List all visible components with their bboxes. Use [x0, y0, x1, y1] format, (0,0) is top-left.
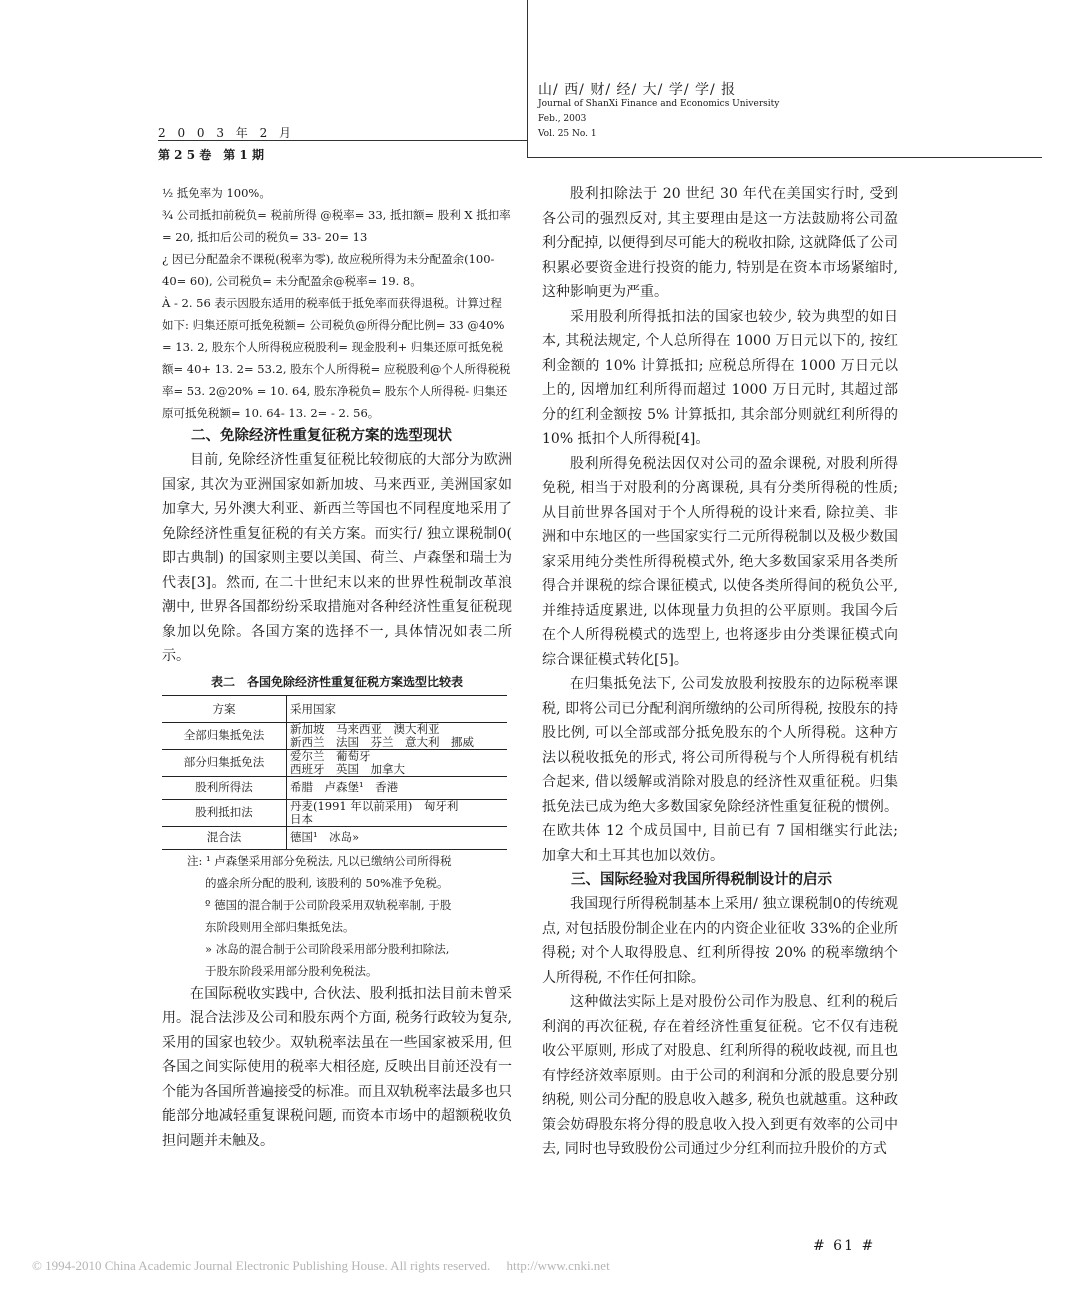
- footnote: ¿ 因已分配盈余不课税(税率为零), 故应税所得为未分配盈余(100- 40= 60), 公司税负= 未分配盈余@税率= 19. 8。: [162, 252, 495, 288]
- header-vertical-rule: [527, 0, 528, 157]
- table-header-row: [162, 695, 507, 722]
- table-cell-scheme: 股利所得法: [162, 776, 287, 799]
- countries-line: 日本: [290, 811, 313, 826]
- journal-title-cn: 山/ 西/ 财/ 经/ 大/ 学/ 学/ 报: [538, 82, 737, 98]
- table-cell-scheme: 全部归集抵免法: [162, 722, 287, 749]
- table-note: 的盛余所分配的股利, 该股利的 50%准予免税。: [205, 875, 449, 890]
- paragraph: 目前, 免除经济性重复征税比较彻底的大部分为欧洲国家, 其次为亚洲国家如新加坡、马来西亚, 美洲国家如加拿大, 另外澳大利亚、新西兰等国也不同程度地采用了免除经济性重复征税的有关方案。而实行/ 独立课税制0( 即古典制) 的国家则主要以美国、荷兰、卢森堡和瑞士为代表[3]。然而, 在二十世纪末以来的世界性税制改革浪潮中, 世界各国都纷纷采取措施对各种经济性重复征税现象加以免除。各国方案的选择不一, 具体情况如表二所示。: [162, 452, 512, 664]
- table-note: 注: ¹ 卢森堡采用部分免税法, 凡以已缴纳公司所得税: [187, 853, 452, 868]
- comparison-table: [162, 695, 507, 850]
- table-note: 东阶段则用全部归集抵免法。: [205, 919, 355, 934]
- issue-date: 2 0 0 3 年 2 月: [158, 126, 296, 140]
- issue-volume: 第 2 5 卷 第 1 期: [158, 148, 264, 162]
- table-cell-countries: [287, 799, 508, 826]
- journal-date: Feb., 2003: [538, 114, 587, 124]
- paragraph: 我国现行所得税制基本上采用/ 独立课税制0的传统观点, 对包括股份制企业在内的内资企业征收 33%的企业所得税; 对个人取得股息、红利所得按 20% 的税率缴纳个人所得税, 不作任何扣除。: [542, 896, 898, 986]
- footnote: À - 2. 56 表示因股东适用的税率低于抵免率而获得退税。计算过程如下: 归集还原可抵免税额= 公司税负@所得分配比例= 33 @40% = 13. 2, 股东个人所得税应税股利= 现金股利+ 归集还原可抵免税额= 40+ 13. 2= 53.2, 股东个人所得税= 应税股利@个人所得税税率= 53. 2@20% = 10. 64, 股东净税负= 股东个人所得税- 归集还原可抵免税额= 10. 64- 13. 2= - 2. 56。: [162, 296, 511, 420]
- table-cell-countries: [287, 826, 508, 849]
- journal-title-en: Journal of ShanXi Finance and Economics University: [538, 99, 780, 109]
- table-row: [162, 776, 507, 799]
- table-title: 表二 各国免除经济性重复征税方案选型比较表: [210, 674, 463, 689]
- table-cell-countries: [287, 776, 508, 799]
- table-header-cell: 采用国家: [287, 695, 508, 722]
- paragraph: 股利扣除法于 20 世纪 30 年代在美国实行时, 受到各公司的强烈反对, 其主要理由是这一方法鼓励将公司盈利分配掉, 以便得到尽可能大的税收扣除, 这就降低了公司积累必要资金进行投资的能力, 特别是在资本市场紧缩时, 这种影响更为严重。: [542, 186, 898, 300]
- countries-line: 德国¹ 冰岛»: [290, 830, 360, 844]
- table-cell-countries: [287, 722, 508, 749]
- left-column: [162, 182, 512, 1153]
- countries-line: 爱尔兰 葡萄牙: [290, 748, 371, 763]
- section-heading: 二、免除经济性重复征税方案的选型现状: [191, 427, 452, 444]
- table-cell-scheme: 部分归集抵免法: [162, 749, 287, 776]
- table-row: [162, 722, 507, 749]
- table-cell-scheme: 股利抵扣法: [162, 799, 287, 826]
- countries-line: 希腊 卢森堡¹ 香港: [290, 780, 399, 794]
- paragraph: 股利所得免税法因仅对公司的盈余课税, 对股利所得免税, 相当于对股利的分离课税, 具有分类所得税的性质; 从目前世界各国对于个人所得税的设计来看, 除拉美、非洲和中东地区的一些国家实行二元所得税制以及极少数国家采用纯分类性所得税模式外, 绝大多数国家采用各类所得合并课税的综合课征模式, 以使各类所得间的税负公平, 并维持适度累进, 以体现量力负担的公平原则。我国今后在个人所得税模式的选型上, 也将逐步由分类课征模式向综合课征模式转化[5]。: [542, 455, 898, 668]
- footnote: ½ 抵免率为 100%。: [162, 186, 271, 200]
- countries-line: 西班牙 英国 加拿大: [290, 761, 405, 776]
- table-cell-scheme: 混合法: [162, 826, 287, 849]
- table-cell-countries: [287, 749, 508, 776]
- table-row: [162, 799, 507, 826]
- page-number: # 61 #: [813, 1238, 876, 1254]
- table-row: [162, 826, 507, 849]
- paragraph: 采用股利所得抵扣法的国家也较少, 较为典型的如日本, 其税法规定, 个人总所得在 1000 万日元以下的, 按红利金额的 10% 计算抵扣; 应税总所得在 1000 万日元以上的, 因增加红利所得而超过 1000 万日元时, 其超过部分的红利金额按 5% 计算抵扣, 其余部分则就红利所得的 10% 抵扣个人所得税[4]。: [542, 308, 898, 447]
- table-note: » 冰岛的混合制于公司阶段采用部分股利扣除法,: [205, 941, 450, 956]
- journal-volume: Vol. 25 No. 1: [538, 129, 597, 139]
- header-rule-right: [527, 157, 1042, 158]
- right-column: [542, 182, 898, 1162]
- footnote: ¾ 公司抵扣前税负= 税前所得 @税率= 33, 抵扣额= 股利 X 抵扣率= 20, 抵扣后公司的税负= 33- 20= 13: [162, 208, 511, 244]
- table-note: 于股东阶段采用部分股利免税法。: [205, 963, 378, 978]
- countries-line: 丹麦(1991 年以前采用) 匈牙利: [290, 798, 459, 813]
- table-header-cell: 方案: [162, 695, 287, 722]
- section-heading: 三、国际经验对我国所得税制设计的启示: [571, 871, 832, 888]
- paragraph: 这种做法实际上是对股份公司作为股息、红利的税后利润的再次征税, 存在着经济性重复征税。它不仅有违税收公平原则, 形成了对股息、红利所得的税收歧视, 而且也有悖经济效率原则。由于公司的利润和分派的股息要分别纳税, 则公司分配的股息收入越多, 税负也就越重。这种政策会妨碍股东将分得的股息收入投入到更有效率的公司中去, 同时也导致股份公司通过少分红利而拉升股价的方式: [542, 994, 898, 1157]
- countries-line: 新加坡 马来西亚 澳大利亚: [290, 721, 440, 736]
- countries-line: 新西兰 法国 芬兰 意大利 挪威: [290, 734, 474, 749]
- table-notes: [187, 850, 512, 982]
- paragraph: 在归集抵免法下, 公司发放股利按股东的边际税率课税, 即将公司已分配利润所缴纳的公司所得税, 按股东的持股比例, 可以全部或部分抵免股东的个人所得税。这种方法以税收抵免的形式, 将公司所得税与个人所得税有机结合起来, 借以缓解或消除对股息的经济性双重征税。归集抵免法已成为绝大多数国家免除经济性重复征税的惯例。在欧共体 12 个成员国中, 目前已有 7 国相继实行此法; 加拿大和土耳其也加以效仿。: [542, 676, 898, 864]
- copyright-notice: © 1994-2010 China Academic Journal Electronic Publishing House. All rights reserved. http://www.cnki.net: [32, 1258, 610, 1273]
- table-row: [162, 749, 507, 776]
- paragraph: 在国际税收实践中, 合伙法、股利抵扣法目前未曾采用。混合法涉及公司和股东两个方面, 税务行政较为复杂, 采用的国家也较少。双轨税率法虽在一些国家被采用, 但各国之间实际使用的税率大相径庭, 反映出目前还没有一个能为各国所普遍接受的标准。而且双轨税率法最多也只能部分地减轻重复课税问题, 而资本市场中的超额税收负担问题并未触及。: [162, 985, 512, 1149]
- table-note: º 德国的混合制于公司阶段采用双轨税率制, 于股: [205, 897, 452, 912]
